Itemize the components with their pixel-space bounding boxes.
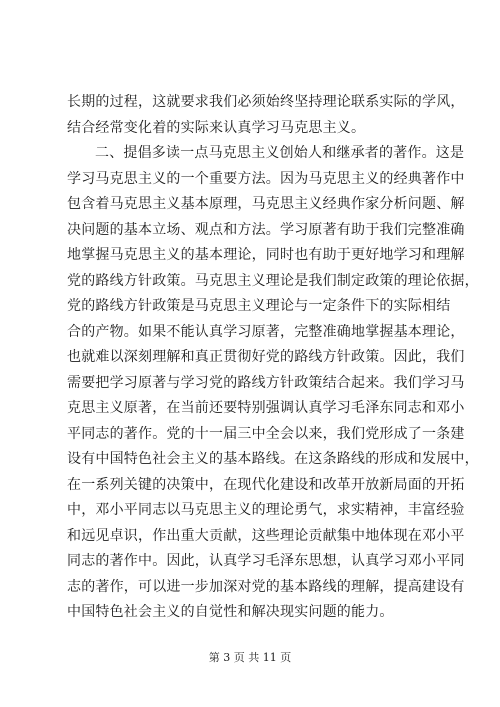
- text-line: 党的路线方针政策。马克思主义理论是我们制定政策的理论依据，: [67, 272, 479, 289]
- text-line: 设有中国特色社会主义的基本路线。在这条路线的形成和发展中，: [67, 451, 479, 467]
- text-line: 也就难以深刻理解和真正贯彻好党的路线方针政策。因此，我们: [67, 349, 465, 365]
- text-line: 合的产物。如果不能认真学习原著，完整准确地掌握基本理论，: [67, 323, 465, 340]
- body-text: [67, 90, 479, 626]
- text-line: 二、提倡多读一点马克思主义创始人和继承者的著作。这是: [95, 145, 465, 161]
- text-line: 党的路线方针政策是马克思主义理论与一定条件下的实际相结: [67, 298, 451, 314]
- text-line: 需要把学习原著与学习党的路线方针政策结合起来。我们学习马: [67, 374, 465, 391]
- page-footer: [0, 649, 500, 665]
- text-line: 决问题的基本立场、观点和方法。学习原著有助于我们完整准确: [67, 221, 465, 238]
- text-line: 中国特色社会主义的自觉性和解决现实问题的能力。: [67, 604, 394, 620]
- paragraph-2: [67, 141, 479, 626]
- text-line: 同志的著作中。因此，认真学习毛泽东思想，认真学习邓小平同: [67, 553, 465, 569]
- text-line: 长期的过程，这就要求我们必须始终坚持理论联系实际的学风，: [67, 94, 465, 110]
- text-line: 中，邓小平同志以马克思主义的理论勇气，求实精神，丰富经验: [67, 502, 465, 518]
- page-number-label: 第 3 页 共 11 页: [208, 651, 292, 664]
- text-line: 地掌握马克思主义的基本理论，同时也有助于更好地学习和理解: [67, 247, 465, 263]
- paragraph-1: [67, 90, 465, 141]
- text-line: 结合经常变化着的实际来认真学习马克思主义。: [67, 119, 366, 136]
- text-line: 克思主义原著，在当前还要特别强调认真学习毛泽东同志和邓小: [67, 400, 465, 416]
- text-line: 在一系列关键的决策中，在现代化建设和改革开放新局面的开拓: [67, 476, 465, 493]
- text-line: 和远见卓识，作出重大贡献，这些理论贡献集中地体现在邓小平: [67, 527, 465, 544]
- text-line: 包含着马克思主义基本原理，马克思主义经典作家分析问题、解: [67, 196, 465, 212]
- text-line: 平同志的著作。党的十一届三中全会以来，我们党形成了一条建: [67, 425, 465, 442]
- text-line: 学习马克思主义的一个重要方法。因为马克思主义的经典著作中: [67, 170, 465, 187]
- text-line: 志的著作，可以进一步加深对党的基本路线的理解，提高建设有: [67, 578, 465, 595]
